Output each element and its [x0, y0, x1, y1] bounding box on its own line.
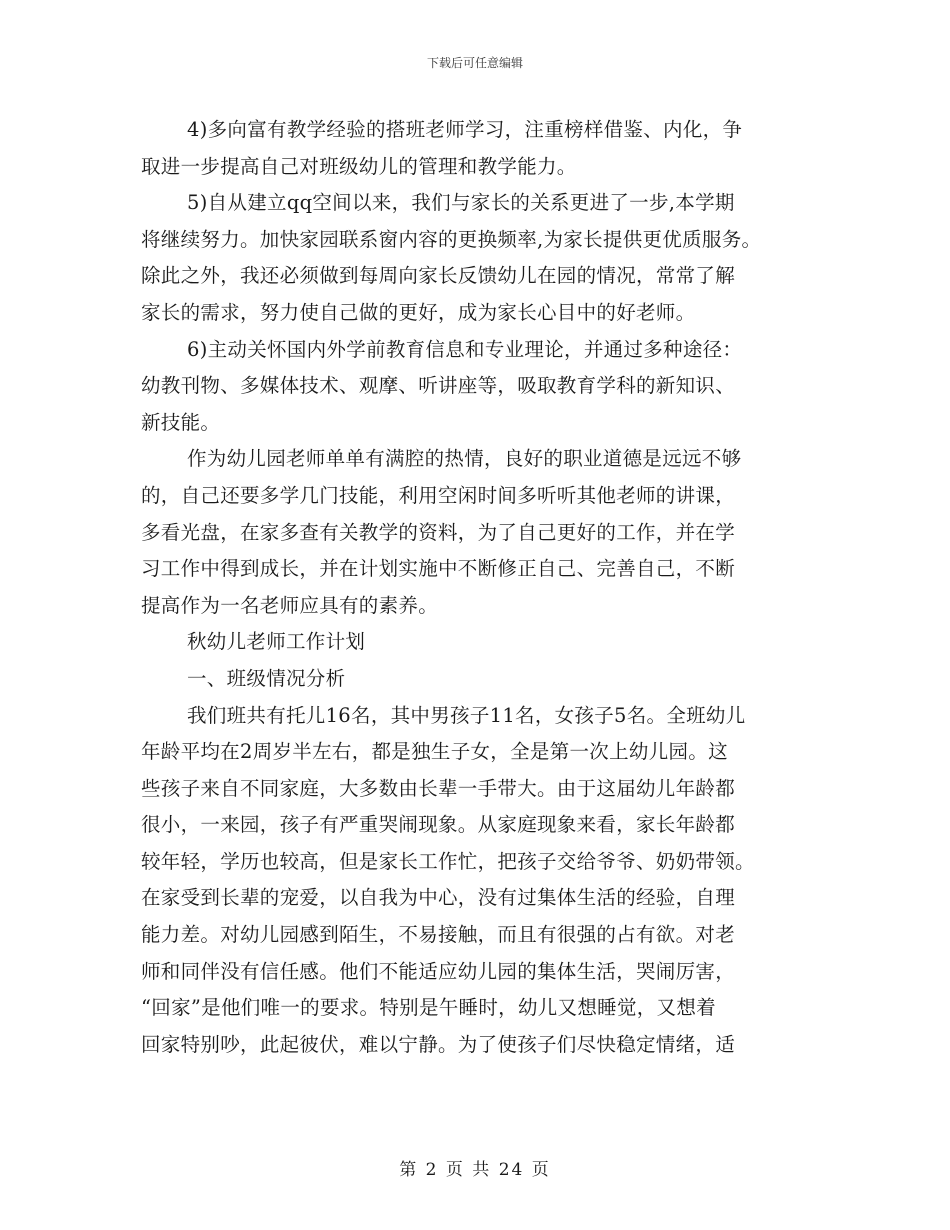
text-line: 除此之外，我还必须做到每周向家长反馈幼儿在园的情况，常常了解	[141, 264, 736, 288]
text-line: 将继续努力。加快家园联系窗内容的更换频率,为家长提供更优质服务。	[141, 227, 762, 251]
text-line: 秋幼儿老师工作计划	[187, 630, 366, 654]
text-line: 家长的需求，努力使自己做的更好，成为家长心目中的好老师。	[141, 300, 696, 324]
text-line: 很小，一来园，孩子有严重哭闹现象。从家庭现象来看，家长年龄都	[141, 813, 736, 837]
text-line: 能力差。对幼儿园感到陌生，不易接触，而且有很强的占有欲。对老	[141, 923, 736, 947]
text-line: 年龄平均在2周岁半左右，都是独生子女，全是第一次上幼儿园。这	[141, 740, 728, 764]
text-line: 新技能。	[141, 410, 221, 434]
text-line: 的，自己还要多学几门技能，利用空闲时间多听听其他老师的讲课，	[141, 483, 736, 507]
text-line: 师和同伴没有信任感。他们不能适应幼儿园的集体生活，哭闹厉害，	[141, 959, 736, 983]
text-line: 一、班级情况分析	[187, 666, 346, 690]
text-line: “回家”是他们唯一的要求。特别是午睡时，幼儿又想睡觉，又想着	[141, 996, 716, 1020]
text-line: 作为幼儿园老师单单有满腔的热情，良好的职业道德是远远不够	[187, 447, 742, 471]
text-line: 幼教刊物、多媒体技术、观摩、听讲座等，吸取教育学科的新知识、	[141, 374, 736, 398]
text-line: 4)多向富有教学经验的搭班老师学习，注重榜样借鉴、内化，争	[187, 118, 743, 141]
page-header: 下载后可任意编辑	[426, 56, 523, 70]
text-line: 我们班共有托儿16名，其中男孩子11名，女孩子5名。全班幼儿	[187, 703, 746, 727]
text-line: 些孩子来自不同家庭，大多数由长辈一手带大。由于这届幼儿年龄都	[141, 776, 736, 800]
text-line: 多看光盘，在家多查有关教学的资料，为了自己更好的工作，并在学	[141, 520, 736, 544]
text-line: 回家特别吵，此起彼伏，难以宁静。为了使孩子们尽快稳定情绪，适	[141, 1032, 736, 1056]
page-footer: 第 2 页 共 24 页	[399, 1160, 551, 1180]
text-line: 较年轻，学历也较高，但是家长工作忙，把孩子交给爷爷、奶奶带领。	[141, 849, 755, 873]
text-line: 6)主动关怀国内外学前教育信息和专业理论，并通过多种途径：	[187, 337, 743, 361]
text-line: 在家受到长辈的宠爱，以自我为中心，没有过集体生活的经验，自理	[141, 886, 736, 910]
document-body	[141, 112, 831, 1063]
text-line: 提高作为一名老师应具有的素养。	[141, 593, 439, 617]
text-line: 取进一步提高自己对班级幼儿的管理和教学能力。	[141, 154, 577, 178]
text-line: 5)自从建立qq空间以来，我们与家长的关系更进了一步,本学期	[187, 191, 735, 215]
text-line: 习工作中得到成长，并在计划实施中不断修正自己、完善自己，不断	[141, 557, 736, 581]
